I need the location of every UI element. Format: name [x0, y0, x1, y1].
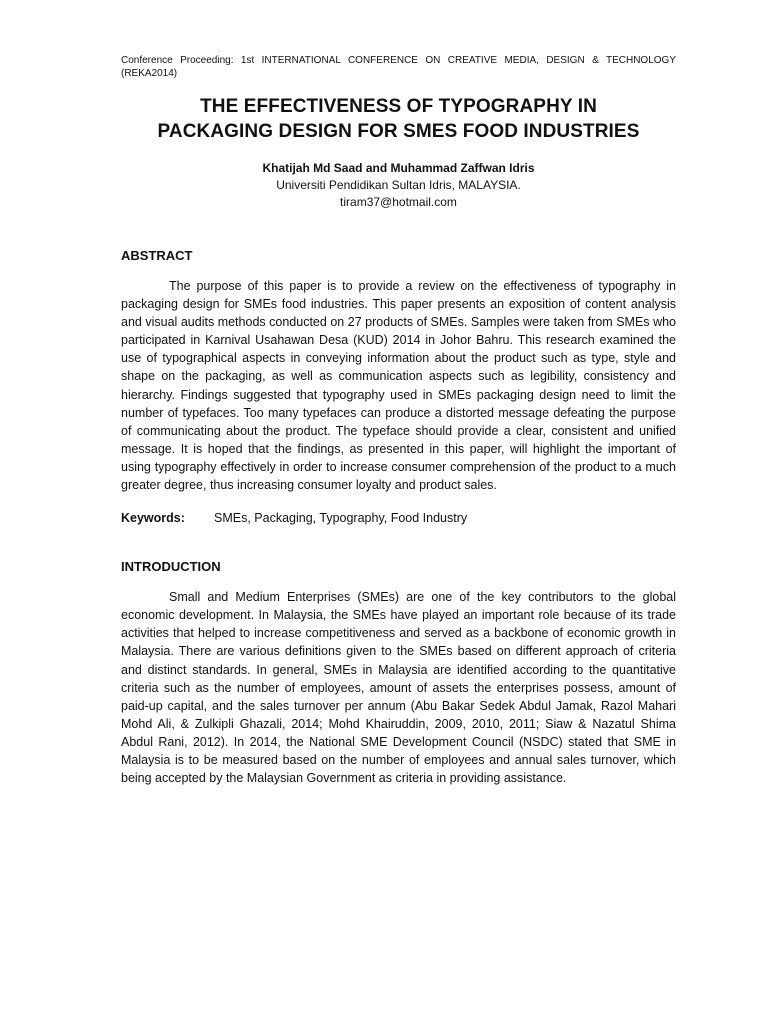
title-line-1: THE EFFECTIVENESS OF TYPOGRAPHY IN — [200, 96, 597, 117]
introduction-text: Small and Medium Enterprises (SMEs) are one of the key contributors to the global economic development. In Malaysia, the SMEs have played an important role because of its trade activities that helped to increase competitiveness and served as a backbone of economic growth in Malaysia. There are various definitions given to the SMEs based on different approach of criteria and distinct standards. In general, SMEs in Malaysia are identified according to the quantitative criteria such as the number of employees, amount of assets the enterprises possess, amount of paid-up capital, and the sales turnover per annum (Abu Bakar Sedek Abdul Jamak, Razol Mahari Mohd Ali, & Zulkipli Ghazali, 2014; Mohd Khairuddin, 2009, 2010, 2011; Siaw & Nazatul Shima Abdul Rani, 2012). In 2014, the National SME Development Council (NSDC) stated that SME in Malaysia is to be measured based on the number of employees and annual sales turnover, which being accepted by the Malaysian Government as criteria in providing assistance. — [121, 590, 676, 786]
paper-title — [121, 94, 676, 144]
abstract-heading: ABSTRACT — [121, 248, 193, 263]
keywords-label: Keywords: — [121, 511, 185, 526]
author-affiliation: Universiti Pendidikan Sultan Idris, MALAYSIA. — [276, 178, 521, 192]
abstract-text: The purpose of this paper is to provide a review on the effectiveness of typography in packaging design for SMEs food industries. This paper presents an exposition of content analysis and visual audits methods conducted on 27 products of SMEs. Samples were taken from SMEs who participated in Karnival Usahawan Desa (KUD) 2014 in Johor Bahru. This research examined the use of typographical aspects in conveying information about the product such as type, style and shape on the packaging, as well as communication aspects such as legibility, consistency and hierarchy. Findings suggested that typography used in SMEs packaging design need to limit the number of typefaces. Too many typefaces can produce a distorted message defeating the purpose of communicating about the product. The typeface should provide a clear, consistent and unified message. It is hoped that the findings, as presented in this paper, will highlight the important of using typography effectively in order to increase consumer comprehension of the product to a much greater degree, thus increasing consumer loyalty and product sales. — [121, 279, 676, 493]
keywords-value: SMEs, Packaging, Typography, Food Industry — [214, 511, 468, 526]
keywords-row — [121, 509, 676, 527]
introduction-heading: INTRODUCTION — [121, 559, 221, 575]
author-block — [121, 160, 676, 211]
author-email: tiram37@hotmail.com — [340, 195, 457, 209]
author-names: Khatijah Md Saad and Muhammad Zaffwan Idris — [262, 161, 535, 175]
conference-header: Conference Proceeding: 1st INTERNATIONAL CONFERENCE ON CREATIVE MEDIA, DESIGN & TECHNOLOGY (REKA2014) — [121, 55, 676, 79]
paper-page — [121, 54, 676, 787]
title-line-2: PACKAGING DESIGN FOR SMES FOOD INDUSTRIES — [157, 121, 640, 142]
